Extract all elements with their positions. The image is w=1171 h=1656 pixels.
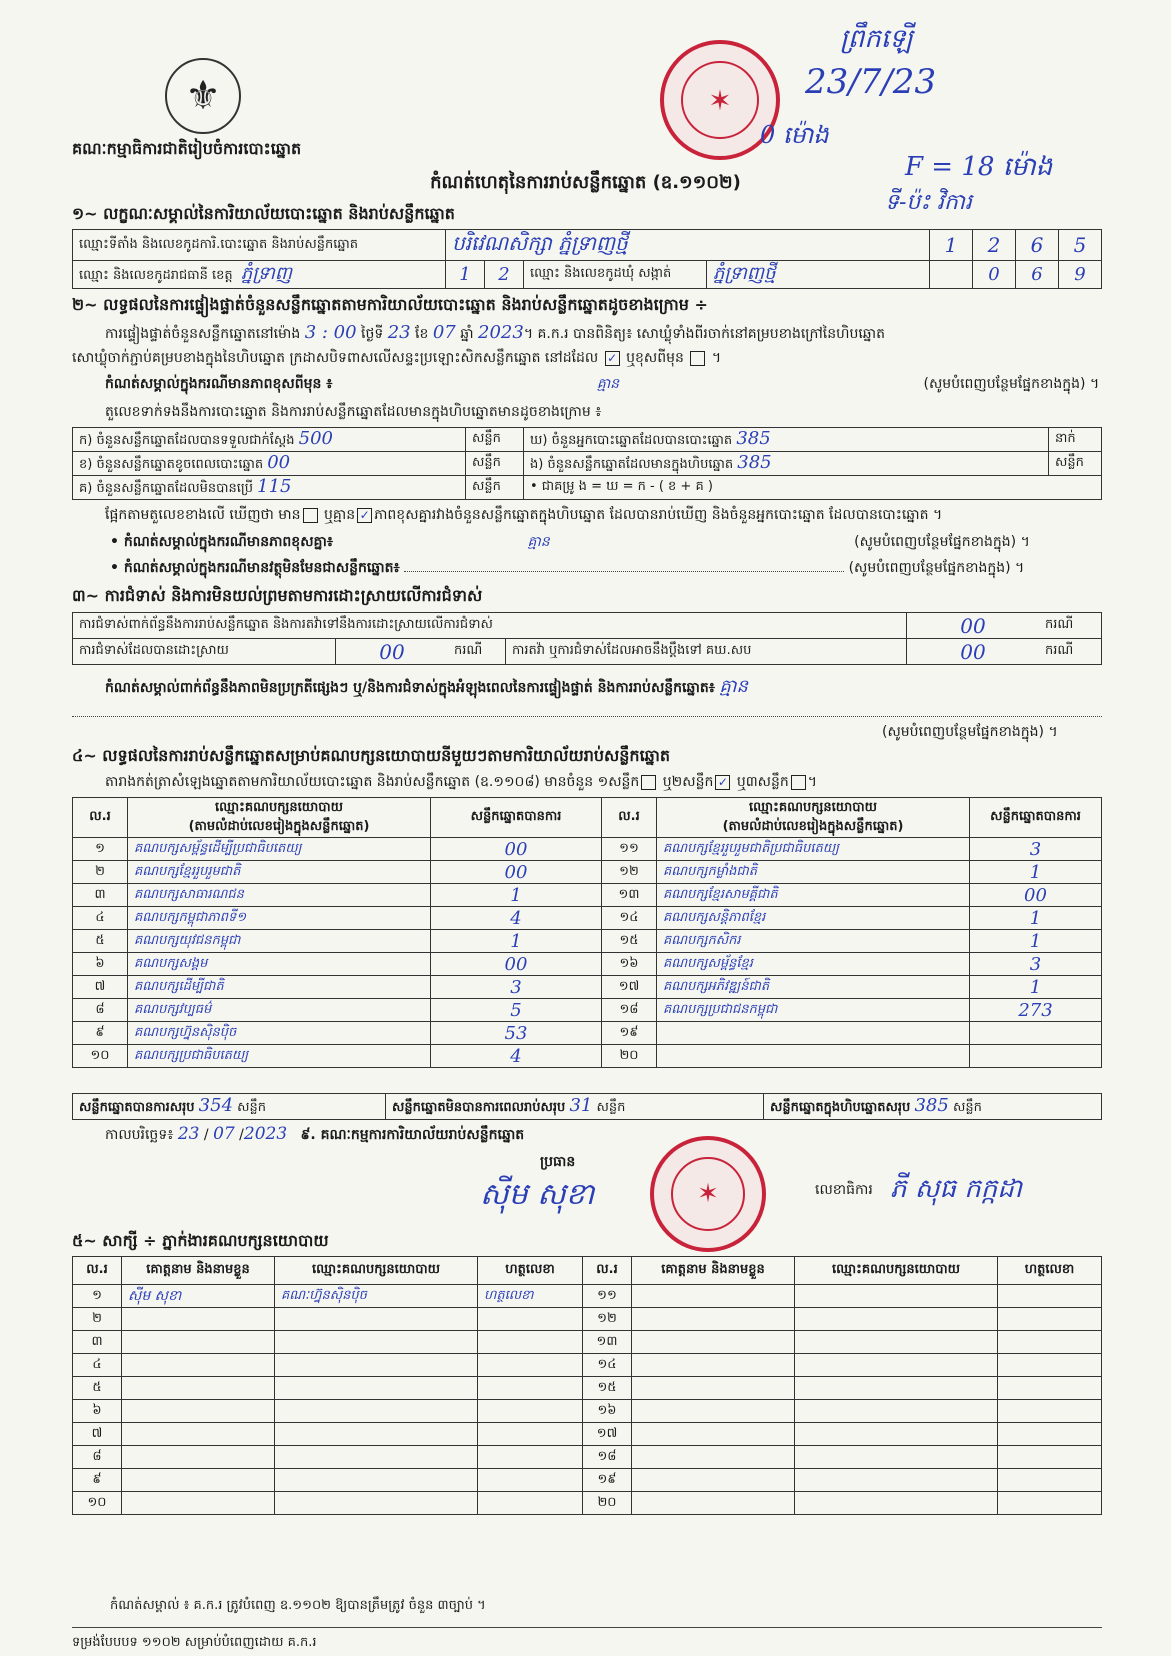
committee-seal-stamp: ✶ [650, 1136, 766, 1252]
party-votes: 273 [970, 999, 1102, 1022]
witness-no: ១ [73, 1285, 122, 1308]
office-code-3: 6 [1016, 230, 1059, 261]
witness-row [73, 1331, 1102, 1354]
party-name: គណបក្សកម្លាំងជាតិ [657, 861, 970, 884]
party-votes: 53 [431, 1022, 602, 1045]
party-name: គណបក្សប្រជាជនកម្ពុជា [657, 999, 970, 1022]
witness-party [795, 1354, 998, 1377]
witness-name [122, 1331, 275, 1354]
chair-signature: ស៊ីម សុខា [480, 1177, 595, 1212]
witness-signature [998, 1377, 1102, 1400]
witness-name [632, 1377, 795, 1400]
figures-intro: តួលេខទាក់ទងនឹងការបោះឆ្នោត និងការរាប់សន្លឹកឆ្នោតដែលមានក្នុងហិបឆ្នោតមានដូចខាងក្រោម ៖ [105, 404, 602, 420]
province-value: ភ្នំទ្រាញ [240, 263, 292, 284]
witness-party [275, 1446, 478, 1469]
witness-party [275, 1400, 478, 1423]
party-name: គណបក្សខ្មែរសាមគ្គីជាតិ [657, 884, 970, 907]
results-table: ល.រ ឈ្មោះគណបក្សនយោបាយ (តាមលំដាប់លេខរៀងក្នុងសន្លឹកឆ្នោត) សន្លឹកឆ្នោតបានការ ល.រ ឈ្មោះគណបក្សនយោបាយ (តាមលំដាប់លេខរៀងក្នុងសន្លឹកឆ្នោត) សន្លឹកឆ្នោតបានការ ១ គណបក្សសម្ព័ន្ធដើម្បីប្រជាធិបតេយ្យ 00 ១១ គណបក្សខ្មែររួបរួមជាតិប្រជាធិបតេយ្យ 3 ២ គណបក្សខ្មែររួបរួមជាតិ 00 ១២ គណបក្សកម្លាំងជាតិ 1 ៣ គណបក្សសាធារណជន 1 ១៣ គណបក្សខ្មែរសាមគ្គីជាតិ 00 ៤ គណបក្សកម្ពុជាភាពទី១ 4 ១៤ គណបក្សសន្តិភាពខ្មែរ 1 ៥ គណបក្សយុវជនកម្ពុជា 1 ១៥ គណបក្សកសិករ 1 ៦ គណបក្សសង្គម 00 ១៦ គណបក្សសម្ព័ន្ធខ្មែរ 3 ៧ គណបក្សដើម្បីជាតិ 3 ១៧ គណបក្សអភិវឌ្ឍន៍ជាតិ 1 ៨ គណបក្សវប្បធម៌ 5 ១៨ គណបក្សប្រជាជនកម្ពុជា 273 ៩ គណបក្សហ្វ៊ុនស៊ិនប៉ិច 53 ១៩ ១០ គណបក្សប្រជាធិបតេយ្យ 4 ២០ [72, 797, 1102, 1068]
witness-signature [478, 1446, 583, 1469]
changed-checkbox[interactable] [690, 351, 705, 366]
results-body [73, 838, 1102, 1068]
party-votes: 00 [970, 884, 1102, 907]
witness-no: ៨ [73, 1446, 122, 1469]
commune-value: ភ្នំទ្រាញថ្មី [707, 261, 930, 289]
witness-party [795, 1308, 998, 1331]
result-row [73, 930, 1102, 953]
witness-name [122, 1492, 275, 1515]
party-no: ១៩ [602, 1022, 657, 1045]
witness-party [795, 1469, 998, 1492]
witness-name [632, 1285, 795, 1308]
party-no: ១៥ [602, 930, 657, 953]
ballots-in-box: 385 [737, 452, 772, 473]
witness-name [632, 1446, 795, 1469]
witness-no: ១៩ [583, 1469, 632, 1492]
witness-table: ល.រ គោត្តនាម និងនាមខ្លួន ឈ្មោះគណបក្សនយោបាយ ហត្ថលេខា ល.រ គោត្តនាម និងនាមខ្លួន ឈ្មោះគណបក្សនយោបាយ ហត្ថលេខា ១ ស៊ីម សុខា គណៈហ្វ៊ុនស៊ិនប៉ិច ហត្ថលេខា ១១ ២ ១២ ៣ ១៣ ៤ ១៤ ៥ ១៥ ៦ ១៦ ៧ ១៧ ៨ ១៨ ៩ ១៩ ១០ ២០ [72, 1256, 1102, 1515]
witness-name: ស៊ីម សុខា [122, 1285, 275, 1308]
ballots-unused: 115 [257, 476, 292, 497]
section5-title: ៥~ សាក្សី ÷ ភ្នាក់ងារគណបក្សនយោបាយ [72, 1231, 329, 1250]
witness-body [73, 1285, 1102, 1515]
witness-party [275, 1354, 478, 1377]
witness-signature [478, 1331, 583, 1354]
org-name: គណៈកម្មាធិការជាតិរៀបចំការបោះឆ្នោត [72, 139, 302, 158]
witness-row [73, 1308, 1102, 1331]
witness-no: ៩ [73, 1469, 122, 1492]
commune-code-2: 6 [1016, 261, 1059, 289]
appeal-count: 00 [907, 639, 1040, 665]
witness-name [122, 1354, 275, 1377]
commune-label: ឈ្មោះ និងលេខកូដឃុំ សង្កាត់ [524, 261, 707, 289]
witness-signature [998, 1308, 1102, 1331]
party-no: ១ [73, 838, 128, 861]
party-no: ៩ [73, 1022, 128, 1045]
ballots-received: 500 [298, 428, 334, 449]
witness-no: ១០ [73, 1492, 122, 1515]
witness-no: ១៦ [583, 1400, 632, 1423]
irregularity-note-value: គ្មាន [719, 676, 748, 697]
witness-no: ១៣ [583, 1331, 632, 1354]
witness-row [73, 1285, 1102, 1308]
party-no: ៦ [73, 953, 128, 976]
one-sheet-checkbox[interactable] [641, 775, 656, 790]
party-name: គណបក្សសន្តិភាពខ្មែរ [657, 907, 970, 930]
difference-note-value: គ្មាន [596, 376, 620, 392]
witness-signature [998, 1285, 1102, 1308]
secretary-label: លេខាធិការ [815, 1182, 873, 1198]
party-votes: 00 [431, 838, 602, 861]
has-difference-checkbox[interactable] [303, 508, 318, 523]
witness-no: ១៥ [583, 1377, 632, 1400]
party-no: ១៣ [602, 884, 657, 907]
witness-signature [998, 1446, 1102, 1469]
annotation-date: 23/7/23 [805, 62, 937, 102]
party-no: ៨ [73, 999, 128, 1022]
witness-name [632, 1492, 795, 1515]
witness-no: ១៤ [583, 1354, 632, 1377]
party-votes: 3 [970, 838, 1102, 861]
party-no: ១៦ [602, 953, 657, 976]
annotation-line3: 0 ម៉ោង [760, 121, 829, 149]
three-sheet-checkbox[interactable] [791, 775, 806, 790]
party-name: គណបក្សកម្ពុជាភាពទី១ [128, 907, 431, 930]
witness-no: ៤ [73, 1354, 122, 1377]
secretary-signature: ភី សុធ កក្កដា [890, 1174, 1023, 1204]
verification-time: 3 : 00 [304, 322, 357, 343]
result-row [73, 976, 1102, 999]
formula: • ជាគម្រូ ង = ឃ = ក - ( ខ + គ ) [524, 476, 1102, 500]
difference-check-line: ផ្អែកតាមតួលេខខាងលើ ឃើញថា មាន ឬគ្មាន ✓ ភាពខុសគ្នារវាងចំនួនសន្លឹកឆ្នោតក្នុងហិបឆ្នោត ដែលបានរាប់ឃើញ និងចំនួនអ្នកបោះឆ្នោត ដែលបានបោះឆ្នោត ។ [105, 507, 943, 523]
party-no: ៥ [73, 930, 128, 953]
election-form-page: ⚜ គណៈកម្មាធិការជាតិរៀបចំការបោះឆ្នោត ✶ ព្រឹកឡើ 23/7/23 0 ម៉ោង F = 18 ម៉ោង ទី-ប៉ះ វិការ កំណត់ហេតុនៃការរាប់សន្លឹកឆ្នោត (ឧ.១១០២) ១~ លក្ខណៈសម្គាល់នៃការិយាល័យបោះឆ្នោត និងរាប់សន្លឹកឆ្នោត ឈ្មោះទីតាំង និងលេខកូដការិ.បោះឆ្នោត និងរាប់សន្លឹកឆ្នោត បរិវេណសិក្សា ភ្នំទ្រាញថ្មី 1 2 6 5 ឈ្មោះ និងលេខកូដរាជធានី ខេត្ត ភ្នំទ្រាញ 1 2 ឈ្មោះ និងលេខកូដឃុំ សង្កាត់ ភ្នំទ្រាញថ្មី 0 6 9 ២~ លទ្ធផលនៃការផ្ទៀងផ្ទាត់ចំនួនសន្លឹកឆ្នោតតាមការិយាល័យបោះឆ្នោត និងរាប់សន្លឹកឆ្នោតដូចខាងក្រោម ÷ ការផ្ទៀងផ្ទាត់ចំនួនសន្លឹកឆ្នោតនៅម៉ោង 3 : 00 ថ្ងៃទី 23 ខែ 07 ឆ្នាំ 2023។ គ.ក.រ បានពិនិត្យ៖ សោឃ្លុំទាំងពីរចាក់នៅគម្របខាងក្រៅនៃហិបឆ្នោត សោឃ្លុំចាក់ភ្ជាប់គម្របខាងក្នុងនៃហិបឆ្នោត ក្រដាសបិទពាសលើសន្ទះប្រឡោះសិកសន្លឹកឆ្នោត នៅដដែល ✓ ឬខុសពីមុន ។ កំណត់សម្គាល់ក្នុងករណីមានភាពខុសពីមុន ៖ គ្មាន (សូមបំពេញបន្ថែមផ្នែកខាងក្នុង) ។ តួលេខទាក់ទងនឹងការបោះឆ្នោត និងការរាប់សន្លឹកឆ្នោតដែលមានក្នុងហិបឆ្នោតមានដូចខាងក្រោម ៖ ក) ចំនួនសន្លឹកឆ្នោតដែលបានទទួលជាក់ស្ដែង 500 សន្លឹក ឃ) ចំនួនអ្នកបោះឆ្នោតដែលបានបោះឆ្នោត 385 នាក់ ខ) ចំនួនសន្លឹកឆ្នោតខូចពេលបោះឆ្នោត 00 សន្លឹក ង) ចំនួនសន្លឹកឆ្នោតដែលមានក្នុងហិបឆ្នោត 385 សន្លឹក គ) ចំនួនសន្លឹកឆ្នោតដែលមិនបានប្រើ 115 សន្លឹក • ជាគម្រូ ង = ឃ = ក - ( ខ + គ ) ផ្អែកតាមតួលេខខាងលើ ឃើញថា មាន ឬគ្មាន ✓ ភាពខុសគ្នារវាងចំនួនសន្លឹកឆ្នោតក្នុងហិបឆ្នោត ដែលបានរាប់ឃើញ និងចំនួនអ្នកបោះឆ្នោត ដែលបានបោះឆ្នោត ។ • កំណត់សម្គាល់ក្នុងករណីមានភាពខុសគ្នា៖ គ្មាន (សូមបំពេញបន្ថែមផ្នែកខាងក្នុង) ។ • កំណត់សម្គាល់ក្នុងករណីមានវត្ថុមិនមែនជាសន្លឹកឆ្នោត៖ (សូមបំពេញបន្ថែមផ្នែកខាងក្នុង) ។ ៣~ ការជំទាស់ និងការមិនយល់ព្រមតាមការដោះស្រាយលើការជំទាស់ ការជំទាស់ពាក់ព័ន្ធនឹងការរាប់សន្លឹកឆ្នោត និងការតវ៉ាទៅនឹងការដោះស្រាយលើការជំទាស់ 00 ករណី ការជំទាស់ដែលបានដោះស្រាយ 00 ករណី ការតវ៉ា ឬការជំទាស់ដែលអាចនឹងប្ដឹងទៅ គឃ.សប 00 ករណី កំណត់សម្គាល់ពាក់ព័ន្ធនឹងភាពមិនប្រក្រតីផ្សេងៗ ឬ/និងការជំទាស់ក្នុងអំឡុងពេលនៃការផ្ទៀងផ្ទាត់ និងការរាប់សន្លឹកឆ្នោត៖ គ្មាន (សូមបំពេញបន្ថែមផ្នែកខាងក្នុង) ។ ៤~ លទ្ធផលនៃការរាប់សន្លឹកឆ្នោតសម្រាប់គណបក្សនយោបាយនីមួយៗតាមការិយាល័យរាប់សន្លឹកឆ្នោត តារាងកត់ត្រាសំឡេងឆ្នោតតាមការិយាល័យបោះឆ្នោត និងរាប់សន្លឹកឆ្នោត (ឧ.១១០៨) មានចំនួន ១សន្លឹក ឬ២សន្លឹក ✓ ឬ៣សន្លឹក ។ ល.រ ឈ្មោះគណបក្សនយោបាយ (តាមលំដាប់លេខរៀងក្នុងសន្លឹកឆ្នោត) សន្លឹកឆ្នោតបានការ ល.រ ឈ្មោះគណបក្សនយោបាយ (តាមលំដាប់លេខរៀងក្នុងសន្លឹកឆ្នោត) សន្លឹកឆ្នោតបានការ ១ គណបក្សសម្ព័ន្ធដើម្បីប្រជាធិបតេយ្យ 00 ១១ គណបក្សខ្មែររួបរួមជាតិប្រជាធិបតេយ្យ 3 ២ គណបក្សខ្មែររួបរួមជាតិ 00 ១២ គណបក្សកម្លាំងជាតិ 1 ៣ គណបក្សសាធារណជន 1 ១៣ គណបក្សខ្មែរសាមគ្គីជាតិ 00 ៤ គណបក្សកម្ពុជាភាពទី១ 4 ១៤ គណបក្សសន្តិភាពខ្មែរ 1 ៥ គណបក្សយុវជនកម្ពុជា 1 ១៥ គណបក្សកសិករ 1 ៦ គណបក្សសង្គម 00 ១៦ គណបក្សសម្ព័ន្ធខ្មែរ 3 ៧ គណបក្សដើម្បីជាតិ 3 ១៧ គណបក្សអភិវឌ្ឍន៍ជាតិ 1 ៨ គណបក្សវប្បធម៌ 5 ១៨ គណបក្សប្រជាជនកម្ពុជា 273 ៩ គណបក្សហ្វ៊ុនស៊ិនប៉ិច 53 ១៩ ១០ គណបក្សប្រជាធិបតេយ្យ 4 ២០ សន្លឹកឆ្នោតបានការសរុប 354 សន្លឹក សន្លឹកឆ្នោតមិនបានការពេលរាប់សរុប 31 សន្លឹក សន្លឹកឆ្នោតក្នុងហិបឆ្នោតសរុប 385 សន្លឹក កាលបរិច្ឆេទ៖ 23 / 07 /2023 ៩. គណៈកម្មការការិយាល័យរាប់សន្លឹកឆ្នោត ប្រធាន ស៊ីម សុខា ✶ លេខាធិការ ភី សុធ កក្កដា ៥~ សាក្សី ÷ ភ្នាក់ងារគណបក្សនយោបាយ ល.រ គោត្តនាម និងនាមខ្លួន ឈ្មោះគណបក្សនយោបាយ ហត្ថលេខា ល.រ គោត្តនាម និងនាមខ្លួន ឈ្មោះគណបក្សនយោបាយ ហត្ថលេខា ១ ស៊ីម សុខា គណៈហ្វ៊ុនស៊ិនប៉ិច ហត្ថលេខា ១១ ២ ១២ ៣ ១៣ ៤ ១៤ ៥ ១៥ ៦ ១៦ ៧ ១៧ ៨ ១៨ ៩ ១៩ ១០ ២០ កំណត់សម្គាល់ ៖ គ.ក.រ ត្រូវបំពេញ ឧ.១១០២ ឱ្យបានត្រឹមត្រូវ ចំនួន ៣ច្បាប់ ។ ទម្រង់បែបបទ ១១០២ សម្រាប់បំពេញដោយ គ.ក.រ [0, 0, 1171, 1656]
result-row [73, 907, 1102, 930]
witness-row [73, 1354, 1102, 1377]
witness-name [122, 1308, 275, 1331]
party-no: ១៨ [602, 999, 657, 1022]
annotation-line1: ព្រឹកឡើ [840, 24, 913, 54]
party-no: ១១ [602, 838, 657, 861]
witness-row [73, 1400, 1102, 1423]
party-name: គណបក្សយុវជនកម្ពុជា [128, 930, 431, 953]
party-name: គណបក្សដើម្បីជាតិ [128, 976, 431, 999]
office-code-2: 2 [973, 230, 1016, 261]
witness-row [73, 1423, 1102, 1446]
province-code-1: 1 [446, 261, 485, 289]
witness-party [795, 1446, 998, 1469]
figure-row-2: ខ) ចំនួនសន្លឹកឆ្នោតខូចពេលបោះឆ្នោត 00 សន្លឹក ង) ចំនួនសន្លឹកឆ្នោតដែលមានក្នុងហិបឆ្នោត 385 សន្លឹក [73, 452, 1102, 476]
section2-title: ២~ លទ្ធផលនៃការផ្ទៀងផ្ទាត់ចំនួនសន្លឹកឆ្នោតតាមការិយាល័យបោះឆ្នោត និងរាប់សន្លឹកឆ្នោតដូចខាងក្រោម ÷ [72, 295, 708, 314]
witness-signature [998, 1423, 1102, 1446]
total-invalid: 31 [569, 1095, 593, 1116]
party-name: គណបក្សខ្មែររួបរួមជាតិប្រជាធិបតេយ្យ [657, 838, 970, 861]
witness-signature [998, 1469, 1102, 1492]
result-row [73, 1022, 1102, 1045]
party-votes: 1 [431, 930, 602, 953]
witness-name [122, 1446, 275, 1469]
witness-name [632, 1400, 795, 1423]
date-line: កាលបរិច្ឆេទ៖ 23 / 07 /2023 ៩. គណៈកម្មការការិយាល័យរាប់សន្លឹកឆ្នោត [105, 1124, 525, 1144]
party-votes: 00 [431, 953, 602, 976]
witness-party [275, 1423, 478, 1446]
party-name: គណបក្សប្រជាធិបតេយ្យ [128, 1045, 431, 1068]
section3-title: ៣~ ការជំទាស់ និងការមិនយល់ព្រមតាមការដោះស្រាយលើការជំទាស់ [72, 586, 483, 605]
witness-party [275, 1377, 478, 1400]
party-no: ១២ [602, 861, 657, 884]
witness-party [275, 1469, 478, 1492]
form-footer: ទម្រង់បែបបទ ១១០២ សម្រាប់បំពេញដោយ គ.ក.រ [72, 1635, 317, 1650]
complaints-count: 00 [907, 613, 1040, 639]
date-year: 2023 [243, 1124, 288, 1144]
party-no: ២០ [602, 1045, 657, 1068]
date-month: 07 [213, 1124, 235, 1144]
witness-signature [478, 1469, 583, 1492]
date-day: 23 [177, 1124, 200, 1144]
witness-party [795, 1377, 998, 1400]
seal-status-line: សោឃ្លុំចាក់ភ្ជាប់គម្របខាងក្នុងនៃហិបឆ្នោត ក្រដាសបិទពាសលើសន្ទះប្រឡោះសិកសន្លឹកឆ្នោត នៅដដែល ✓ ឬខុសពីមុន ។ [72, 350, 722, 366]
two-sheet-checkbox[interactable]: ✓ [715, 775, 730, 790]
witness-signature [478, 1400, 583, 1423]
section1-table [72, 229, 1102, 289]
footnote: កំណត់សម្គាល់ ៖ គ.ក.រ ត្រូវបំពេញ ឧ.១១០២ ឱ្យបានត្រឹមត្រូវ ចំនួន ៣ច្បាប់ ។ [110, 1598, 486, 1613]
party-name: គណបក្សវប្បធម៌ [128, 999, 431, 1022]
party-votes: 5 [431, 999, 602, 1022]
red-seal-stamp: ✶ [660, 40, 780, 160]
party-no: ៣ [73, 884, 128, 907]
witness-party [275, 1308, 478, 1331]
total-valid: 354 [198, 1095, 234, 1116]
sheet-count-line: តារាងកត់ត្រាសំឡេងឆ្នោតតាមការិយាល័យបោះឆ្នោត និងរាប់សន្លឹកឆ្នោត (ឧ.១១០៨) មានចំនួន ១សន្លឹក ឬ២សន្លឹក ✓ ឬ៣សន្លឹក ។ [105, 774, 818, 790]
witness-party [275, 1331, 478, 1354]
witness-row [73, 1446, 1102, 1469]
verification-year: 2023 [478, 322, 524, 343]
witness-row [73, 1469, 1102, 1492]
witness-party [795, 1423, 998, 1446]
annotation-line4: F = 18 ម៉ោង [905, 152, 1053, 182]
difference-note2-value: គ្មាន [527, 534, 550, 550]
witness-no: ១៨ [583, 1446, 632, 1469]
difference-note-line: កំណត់សម្គាល់ក្នុងករណីមានភាពខុសពីមុន ៖ គ្មាន (សូមបំពេញបន្ថែមផ្នែកខាងក្នុង) ។ [105, 376, 1100, 392]
party-name: គណបក្សសាធារណជន [128, 884, 431, 907]
party-votes: 1 [970, 930, 1102, 953]
witness-signature [478, 1423, 583, 1446]
total-in-box: 385 [914, 1095, 949, 1116]
witness-party [275, 1492, 478, 1515]
ballots-spoiled: 00 [267, 452, 291, 473]
annotation-line5: ទី-ប៉ះ វិការ [885, 190, 972, 215]
no-difference-checkbox[interactable]: ✓ [357, 508, 372, 523]
unchanged-checkbox[interactable]: ✓ [605, 351, 620, 366]
party-name: គណបក្សខ្មែររួបរួមជាតិ [128, 861, 431, 884]
party-name: គណបក្សអភិវឌ្ឍន៍ជាតិ [657, 976, 970, 999]
witness-signature [478, 1308, 583, 1331]
witness-no: ១៧ [583, 1423, 632, 1446]
province-code-2: 2 [485, 261, 524, 289]
witness-name [632, 1308, 795, 1331]
verification-day: 23 [387, 322, 411, 343]
witness-name [122, 1469, 275, 1492]
result-row [73, 838, 1102, 861]
resolved-label: ការជំទាស់ដែលបានដោះស្រាយ [73, 639, 336, 665]
party-name [657, 1022, 970, 1045]
party-votes: 1 [431, 884, 602, 907]
party-no: ៧ [73, 976, 128, 999]
party-name: គណបក្សសង្គម [128, 953, 431, 976]
witness-signature: ហត្ថលេខា [478, 1285, 583, 1308]
appeal-label: ការតវ៉ា ឬការជំទាស់ដែលអាចនឹងប្ដឹងទៅ គឃ.សប [506, 639, 907, 665]
witness-party: គណៈហ្វ៊ុនស៊ិនប៉ិច [275, 1285, 478, 1308]
irregularity-note-line: កំណត់សម្គាល់ពាក់ព័ន្ធនឹងភាពមិនប្រក្រតីផ្សេងៗ ឬ/និងការជំទាស់ក្នុងអំឡុងពេលនៃការផ្ទៀងផ្ទាត់ និងការរាប់សន្លឹកឆ្នោត៖ គ្មាន [105, 676, 748, 697]
witness-signature [998, 1492, 1102, 1515]
witness-no: ៧ [73, 1423, 122, 1446]
emblem-icon: ⚜ [165, 58, 241, 134]
result-row [73, 953, 1102, 976]
witness-no: ៥ [73, 1377, 122, 1400]
witness-name [122, 1400, 275, 1423]
witness-name [632, 1423, 795, 1446]
witness-name [632, 1469, 795, 1492]
result-row [73, 1045, 1102, 1068]
committee-name: ៩. គណៈកម្មការការិយាល័យរាប់សន្លឹកឆ្នោត [300, 1127, 525, 1143]
office-code-1: 1 [930, 230, 973, 261]
ballot-figures-table [72, 427, 1102, 500]
party-no: ១០ [73, 1045, 128, 1068]
party-votes: 00 [431, 861, 602, 884]
province-label: ឈ្មោះ និងលេខកូដរាជធានី ខេត្ត ភ្នំទ្រាញ [73, 261, 446, 289]
totals-table: សន្លឹកឆ្នោតបានការសរុប 354 សន្លឹក សន្លឹកឆ្នោតមិនបានការពេលរាប់សរុប 31 សន្លឹក សន្លឹកឆ្នោតក្នុងហិបឆ្នោតសរុប 385 សន្លឹក [72, 1093, 1102, 1120]
witness-no: ២ [73, 1308, 122, 1331]
party-name [657, 1045, 970, 1068]
witness-signature [478, 1377, 583, 1400]
document-title: កំណត់ហេតុនៃការរាប់សន្លឹកឆ្នោត (ឧ.១១០២) [430, 172, 741, 193]
complaints-table: ការជំទាស់ពាក់ព័ន្ធនឹងការរាប់សន្លឹកឆ្នោត និងការតវ៉ាទៅនឹងការដោះស្រាយលើការជំទាស់ 00 ករណី ការជំទាស់ដែលបានដោះស្រាយ 00 ករណី ការតវ៉ា ឬការជំទាស់ដែលអាចនឹងប្ដឹងទៅ គឃ.សប 00 ករណី [72, 612, 1102, 665]
verification-month: 07 [432, 322, 456, 343]
party-votes: 1 [970, 976, 1102, 999]
figure-row-1: ក) ចំនួនសន្លឹកឆ្នោតដែលបានទទួលជាក់ស្ដែង 500 សន្លឹក ឃ) ចំនួនអ្នកបោះឆ្នោតដែលបានបោះឆ្នោត 385 នាក់ [73, 428, 1102, 452]
result-row [73, 861, 1102, 884]
section4-title: ៤~ លទ្ធផលនៃការរាប់សន្លឹកឆ្នោតសម្រាប់គណបក្សនយោបាយនីមួយៗតាមការិយាល័យរាប់សន្លឹកឆ្នោត [72, 746, 671, 765]
witness-party [795, 1492, 998, 1515]
witness-signature [998, 1331, 1102, 1354]
party-votes [970, 1045, 1102, 1068]
party-no: ២ [73, 861, 128, 884]
party-name: គណបក្សសម្ព័ន្ធខ្មែរ [657, 953, 970, 976]
witness-row [73, 1492, 1102, 1515]
commune-code-1: 0 [973, 261, 1016, 289]
party-votes: 4 [431, 907, 602, 930]
office-label: ឈ្មោះទីតាំង និងលេខកូដការិ.បោះឆ្នោត និងរាប់សន្លឹកឆ្នោត [73, 230, 446, 261]
chair-label: ប្រធាន [540, 1154, 576, 1170]
witness-no: ៦ [73, 1400, 122, 1423]
witness-row [73, 1377, 1102, 1400]
result-row [73, 999, 1102, 1022]
party-name: គណបក្សសម្ព័ន្ធដើម្បីប្រជាធិបតេយ្យ [128, 838, 431, 861]
office-value: បរិវេណសិក្សា ភ្នំទ្រាញថ្មី [446, 230, 930, 261]
party-votes: 4 [431, 1045, 602, 1068]
witness-name [122, 1377, 275, 1400]
witness-signature [998, 1400, 1102, 1423]
voters-voted: 385 [736, 428, 771, 449]
complaints-row1-label: ការជំទាស់ពាក់ព័ន្ធនឹងការរាប់សន្លឹកឆ្នោត និងការតវ៉ាទៅនឹងការដោះស្រាយលើការជំទាស់ [73, 613, 907, 639]
party-votes: 3 [970, 953, 1102, 976]
witness-name [122, 1423, 275, 1446]
figure-row-3: គ) ចំនួនសន្លឹកឆ្នោតដែលមិនបានប្រើ 115 សន្លឹក • ជាគម្រូ ង = ឃ = ក - ( ខ + គ ) [73, 476, 1102, 500]
party-name: គណបក្សហ្វ៊ុនស៊ិនប៉ិច [128, 1022, 431, 1045]
difference-note2-line: • កំណត់សម្គាល់ក្នុងករណីមានភាពខុសគ្នា៖ គ្មាន (សូមបំពេញបន្ថែមផ្នែកខាងក្នុង) ។ [110, 534, 1030, 550]
office-code-4: 5 [1059, 230, 1102, 261]
section1-title: ១~ លក្ខណៈសម្គាល់នៃការិយាល័យបោះឆ្នោត និងរាប់សន្លឹកឆ្នោត [72, 204, 455, 223]
resolved-count: 00 [336, 639, 449, 665]
witness-party [795, 1285, 998, 1308]
witness-name [632, 1331, 795, 1354]
witness-signature [478, 1492, 583, 1515]
verification-line: ការផ្ទៀងផ្ទាត់ចំនួនសន្លឹកឆ្នោតនៅម៉ោង 3 : 00 ថ្ងៃទី 23 ខែ 07 ឆ្នាំ 2023។ គ.ក.រ បានពិនិត្យ៖ សោឃ្លុំទាំងពីរចាក់នៅគម្របខាងក្រៅនៃហិបឆ្នោត [105, 322, 885, 343]
party-name: គណបក្សកសិករ [657, 930, 970, 953]
witness-signature [998, 1354, 1102, 1377]
party-votes: 1 [970, 861, 1102, 884]
party-no: ១៤ [602, 907, 657, 930]
nonballot-note-line: • កំណត់សម្គាល់ក្នុងករណីមានវត្ថុមិនមែនជាសន្លឹកឆ្នោត៖ (សូមបំពេញបន្ថែមផ្នែកខាងក្នុង) ។ [110, 560, 1025, 576]
party-no: ១៧ [602, 976, 657, 999]
witness-name [632, 1354, 795, 1377]
party-votes [970, 1022, 1102, 1045]
party-votes: 3 [431, 976, 602, 999]
party-no: ៤ [73, 907, 128, 930]
witness-no: ១២ [583, 1308, 632, 1331]
witness-no: ១១ [583, 1285, 632, 1308]
witness-no: ៣ [73, 1331, 122, 1354]
party-votes: 1 [970, 907, 1102, 930]
commune-code-3: 9 [1059, 261, 1102, 289]
witness-party [795, 1331, 998, 1354]
witness-signature [478, 1354, 583, 1377]
witness-party [795, 1400, 998, 1423]
witness-no: ២០ [583, 1492, 632, 1515]
result-row [73, 884, 1102, 907]
